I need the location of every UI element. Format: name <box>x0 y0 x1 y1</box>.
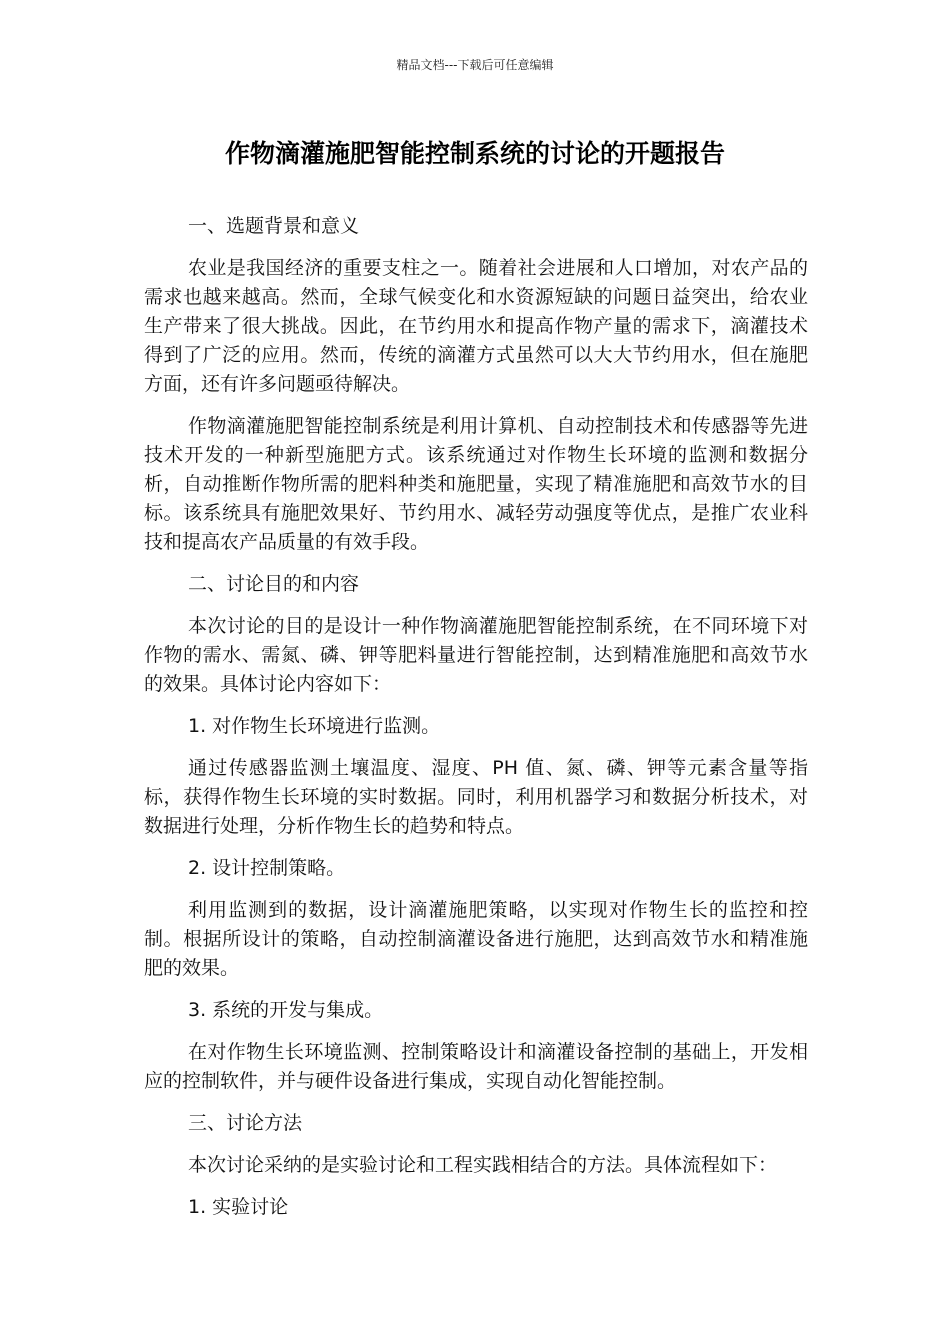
list-item-system-integration: 3. 系统的开发与集成。 <box>188 999 384 1021</box>
paragraph-system-integration: 在对作物生长环境监测、控制策略设计和滴灌设备控制的基础上，开发相应的控制软件，并与硬件设备进行集成，实现自动化智能控制。 <box>144 1041 808 1092</box>
list-item-experiment: 1. 实验讨论 <box>188 1196 289 1218</box>
paragraph-monitoring: 通过传感器监测土壤温度、湿度、PH 值、氮、磷、钾等元素含量等指标，获得作物生长环境的实时数据。同时，利用机器学习和数据分析技术，对数据进行处理，分析作物生长的趋势和特点。 <box>144 757 808 837</box>
list-item-control-strategy: 2. 设计控制策略。 <box>188 857 346 879</box>
document-title: 作物滴灌施肥智能控制系统的讨论的开题报告 <box>224 139 725 168</box>
paragraph-objectives: 本次讨论的目的是设计一种作物滴灌施肥智能控制系统，在不同环境下对作物的需水、需氮、磷、钾等肥料量进行智能控制，达到精准施肥和高效节水的效果。具体讨论内容如下： <box>144 615 808 695</box>
document-body <box>144 212 808 1235</box>
section-heading-methods: 三、讨论方法 <box>188 1112 303 1134</box>
page-header: 精品文档---下载后可任意编辑 <box>396 58 554 72</box>
list-item-monitoring: 1. 对作物生长环境进行监测。 <box>188 715 441 737</box>
paragraph-background-1: 农业是我国经济的重要支柱之一。随着社会进展和人口增加，对农产品的需求也越来越高。然而，全球气候变化和水资源短缺的问题日益突出，给农业生产带来了很大挑战。因此，在节约用水和提高作物产量的需求下，滴灌技术得到了广泛的应用。然而，传统的滴灌方式虽然可以大大节约用水，但在施肥方面，还有许多问题亟待解决。 <box>144 257 808 395</box>
section-heading-objectives: 二、讨论目的和内容 <box>188 573 360 595</box>
paragraph-control-strategy: 利用监测到的数据，设计滴灌施肥策略，以实现对作物生长的监控和控制。根据所设计的策略，自动控制滴灌设备进行施肥，达到高效节水和精准施肥的效果。 <box>144 899 808 979</box>
section-heading-background: 一、选题背景和意义 <box>188 215 360 237</box>
paragraph-background-2: 作物滴灌施肥智能控制系统是利用计算机、自动控制技术和传感器等先进技术开发的一种新型施肥方式。该系统通过对作物生长环境的监测和数据分析，自动推断作物所需的肥料种类和施肥量，实现了精准施肥和高效节水的目标。该系统具有施肥效果好、节约用水、减轻劳动强度等优点，是推广农业科技和提高农产品质量的有效手段。 <box>144 415 808 553</box>
paragraph-methods: 本次讨论采纳的是实验讨论和工程实践相结合的方法。具体流程如下： <box>188 1154 778 1176</box>
